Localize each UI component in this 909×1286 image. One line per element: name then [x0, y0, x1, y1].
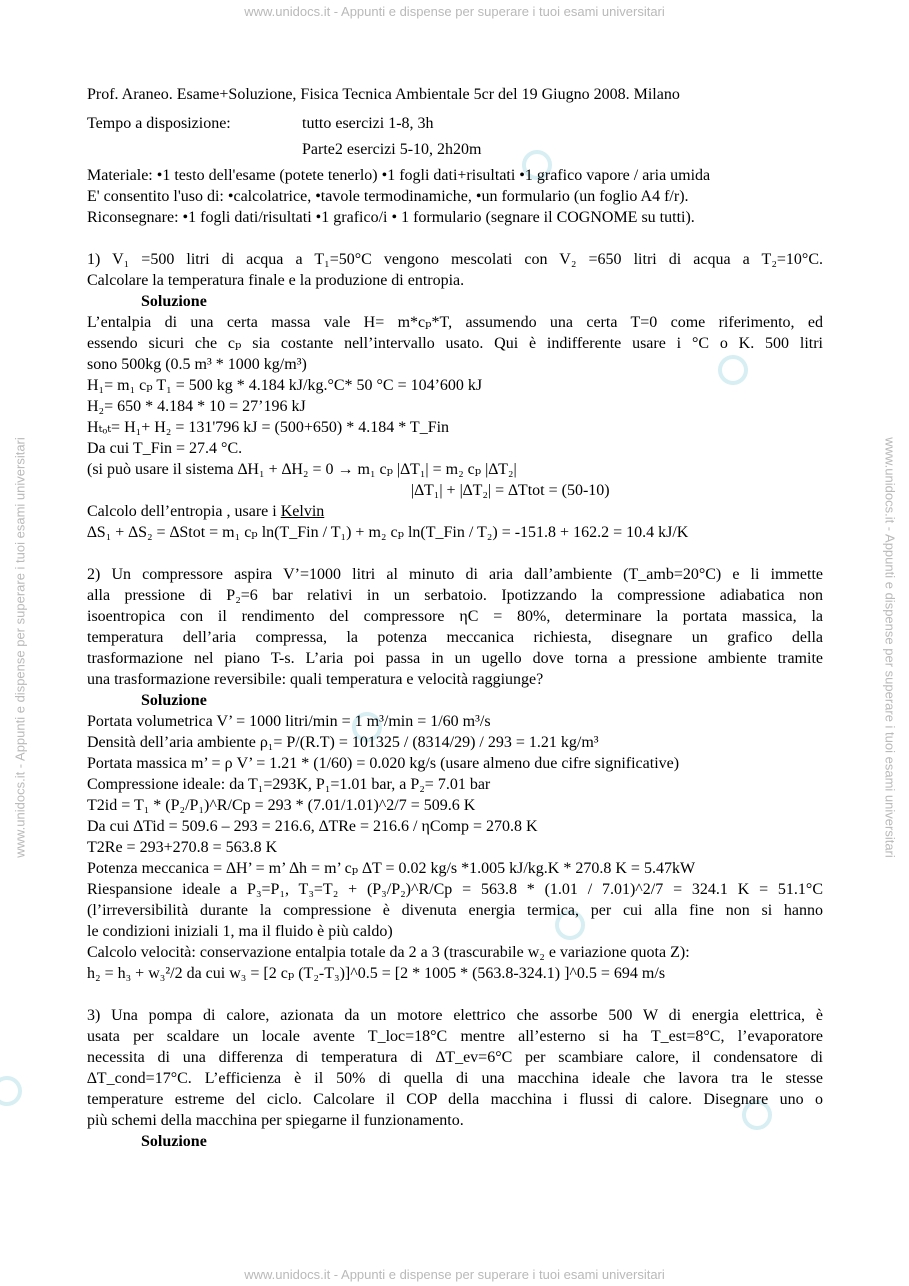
- exercise2-text: Portata volumetrica V’ = 1000 litri/min = 1 m³/min = 1/60 m³/s: [87, 713, 491, 730]
- exercise2-text: Compressione ideale: da T₁=293K, P₁=1.01 bar, a P₂= 7.01 bar: [87, 776, 491, 793]
- exercise1-question: Calcolare la temperatura finale e la produzione di entropia.: [87, 272, 465, 289]
- exercise2-formula: T2id = T₁ * (P₂/P₁)^R/Cp = 293 * (7.01/1.01)^2/7 = 509.6 K: [87, 797, 476, 814]
- exercise2-formula: Da cui ∆Tid = 509.6 – 293 = 216.6, ∆TRe = 216.6 / ηComp = 270.8 K: [87, 818, 538, 835]
- exercise1-solution-label: Soluzione: [141, 293, 207, 310]
- exercise3-question: 3) Una pompa di calore, azionata da un motore elettrico che assorbe 500 W di energia elettrica, è: [87, 1007, 823, 1024]
- watermark-logo-icon: [0, 1076, 22, 1106]
- watermark-bottom: www.unidocs.it - Appunti e dispense per superare i tuoi esami universitari: [244, 1267, 665, 1282]
- watermark-top: www.unidocs.it - Appunti e dispense per superare i tuoi esami universitari: [244, 4, 665, 19]
- exercise2-text: Portata massica m’ = ρ V’ = 1.21 * (1/60) = 0.020 kg/s (usare almeno due cifre significative): [87, 755, 680, 772]
- exercise1-text: L’entalpia di una certa massa vale H= m*cₚ*T, assumendo una certa T=0 come riferimento, ed: [87, 314, 823, 331]
- exercise1-text: sono 500kg (0.5 m³ * 1000 kg/m³): [87, 356, 307, 373]
- exercise1-text: essendo sicuri che cₚ sia costante nell’intervallo usato. Qui è indifferente usare i °C o K. 500 litri: [87, 335, 823, 352]
- exercise2-text: Densità dell’aria ambiente ρ₁= P/(R.T) = 101325 / (8314/29) / 293 = 1.21 kg/m³: [87, 734, 599, 751]
- exercise1-formula: Da cui T_Fin = 27.4 °C.: [87, 440, 243, 457]
- exercise1-formula: H₁= m₁ cₚ T₁ = 500 kg * 4.184 kJ/kg.°C* 50 °C = 104’600 kJ: [87, 377, 483, 394]
- exercise1-formula: Hₜₒₜ= H₁+ H₂ = 131'796 kJ = (500+650) * 4.184 * T_Fin: [87, 419, 450, 436]
- time-row: [87, 113, 823, 134]
- exercise2-text: Calcolo velocità: conservazione entalpia totale da 2 a 3 (trascurabile w₂ e variazione quota Z):: [87, 944, 690, 961]
- exercise2-solution-label: Soluzione: [141, 692, 207, 709]
- time-part2: Parte2 esercizi 5-10, 2h20m: [302, 141, 482, 158]
- exercise1-formula: ∆S₁ + ∆S₂ = ∆Stot = m₁ cₚ ln(T_Fin / T₁) + m₂ cₚ ln(T_Fin / T₂) = -151.8 + 162.2 = 10.4 kJ/K: [87, 524, 689, 541]
- return-line: Riconsegnare: •1 fogli dati/risultati •1 grafico/i • 1 formulario (segnare il COGNOME su tutti).: [87, 209, 695, 226]
- exercise3-question: usata per scaldare un locale avente T_loc=18°C mentre all’esterno si ha T_est=8°C, l’evaporatore: [87, 1028, 823, 1045]
- watermark-left: www.unidocs.it - Appunti e dispense per superare i tuoi esami universitari: [12, 437, 28, 858]
- exercise1-formula: |∆T₁| + |∆T₂| = ∆Ttot = (50-10): [411, 482, 610, 499]
- exercise3-question: necessita di una differenza di temperatura di ∆T_ev=6°C per scambiare calore, il condensatore di: [87, 1049, 823, 1066]
- exercise3-solution-label: Soluzione: [141, 1133, 207, 1150]
- exercise1-entropy-heading: Calcolo dell’entropia , usare i Kelvin: [87, 503, 325, 520]
- exercise2-question: una trasformazione reversibile: quali temperatura e velocità raggiunge?: [87, 671, 544, 688]
- exercise2-text: (l’irreversibilità durante la compressione è divenuta energia termica, per cui alla fine non si hanno: [87, 902, 823, 919]
- exercise2-question: alla pressione di P₂=6 bar relativi in un serbatoio. Ipotizzando la compressione adiabatica non: [87, 587, 823, 604]
- time-row-part2: [87, 139, 823, 160]
- exercise1-formula: (si può usare il sistema ∆H₁ + ∆H₂ = 0 → m₁ cₚ |∆T₁| = m₂ cₚ |∆T₂|: [87, 461, 517, 478]
- exercise2-formula: T2Re = 293+270.8 = 563.8 K: [87, 839, 278, 856]
- document-body: [87, 84, 823, 1152]
- exercise1-formula: H₂= 650 * 4.184 * 10 = 27’196 kJ: [87, 398, 306, 415]
- exercise2-formula: h₂ = h₃ + w₃²/2 da cui w₃ = [2 cₚ (T₂-T₃)]^0.5 = [2 * 1005 * (563.8-324.1) ]^0.5 = 694 m/s: [87, 965, 666, 982]
- materials-line: Materiale: •1 testo dell'esame (potete tenerlo) •1 fogli dati+risultati •1 grafico vapore / aria umida: [87, 167, 711, 184]
- exam-title: Prof. Araneo. Esame+Soluzione, Fisica Tecnica Ambientale 5cr del 19 Giugno 2008. Milano: [87, 86, 680, 103]
- exercise2-question: temperatura dell’aria compressa, la potenza meccanica richiesta, disegnare un grafico della: [87, 629, 823, 646]
- exercise3-question: temperature estreme del ciclo. Calcolare il COP della macchina i flussi di calore. Disegnare uno o: [87, 1091, 823, 1108]
- exercise2-text: le condizioni iniziali 1, ma il fluido è più caldo): [87, 923, 393, 940]
- time-full: tutto esercizi 1-8, 3h: [302, 115, 434, 132]
- exercise3-question: ∆T_cond=17°C. L’efficienza è il 50% di quella di una macchina ideale che lavora tra le stesse: [87, 1070, 823, 1087]
- allowed-line: E' consentito l'uso di: •calcolatrice, •tavole termodinamiche, •un formulario (un foglio A4 f/r).: [87, 188, 689, 205]
- exercise1-question: 1) V₁ =500 litri di acqua a T₁=50°C vengono mescolati con V₂ =650 litri di acqua a T₂=10°C.: [87, 251, 823, 268]
- exercise2-formula: Riespansione ideale a P₃=P₁, T₃=T₂ + (P₃/P₂)^R/Cp = 563.8 * (1.01 / 7.01)^2/7 = 324.1 K = 51.1°C: [87, 881, 823, 898]
- time-label: Tempo a disposizione:: [87, 115, 231, 132]
- exercise2-question: trasformazione nel piano T-s. L’aria poi passa in un ugello dove torna a pressione ambiente tramite: [87, 650, 823, 667]
- exercise3-question: più schemi della macchina per spiegarne il funzionamento.: [87, 1112, 464, 1129]
- watermark-right: www.unidocs.it - Appunti e dispense per superare i tuoi esami universitari: [882, 437, 898, 858]
- exercise2-formula: Potenza meccanica = ∆H’ = m’ ∆h = m’ cₚ ∆T = 0.02 kg/s *1.005 kJ/kg.K * 270.8 K = 5.47kW: [87, 860, 696, 877]
- exercise2-question: 2) Un compressore aspira V’=1000 litri al minuto di aria dall’ambiente (T_amb=20°C) e li immette: [87, 566, 823, 583]
- exercise2-question: isoentropica con il rendimento del compressore ηC = 80%, determinare la portata massica, la: [87, 608, 823, 625]
